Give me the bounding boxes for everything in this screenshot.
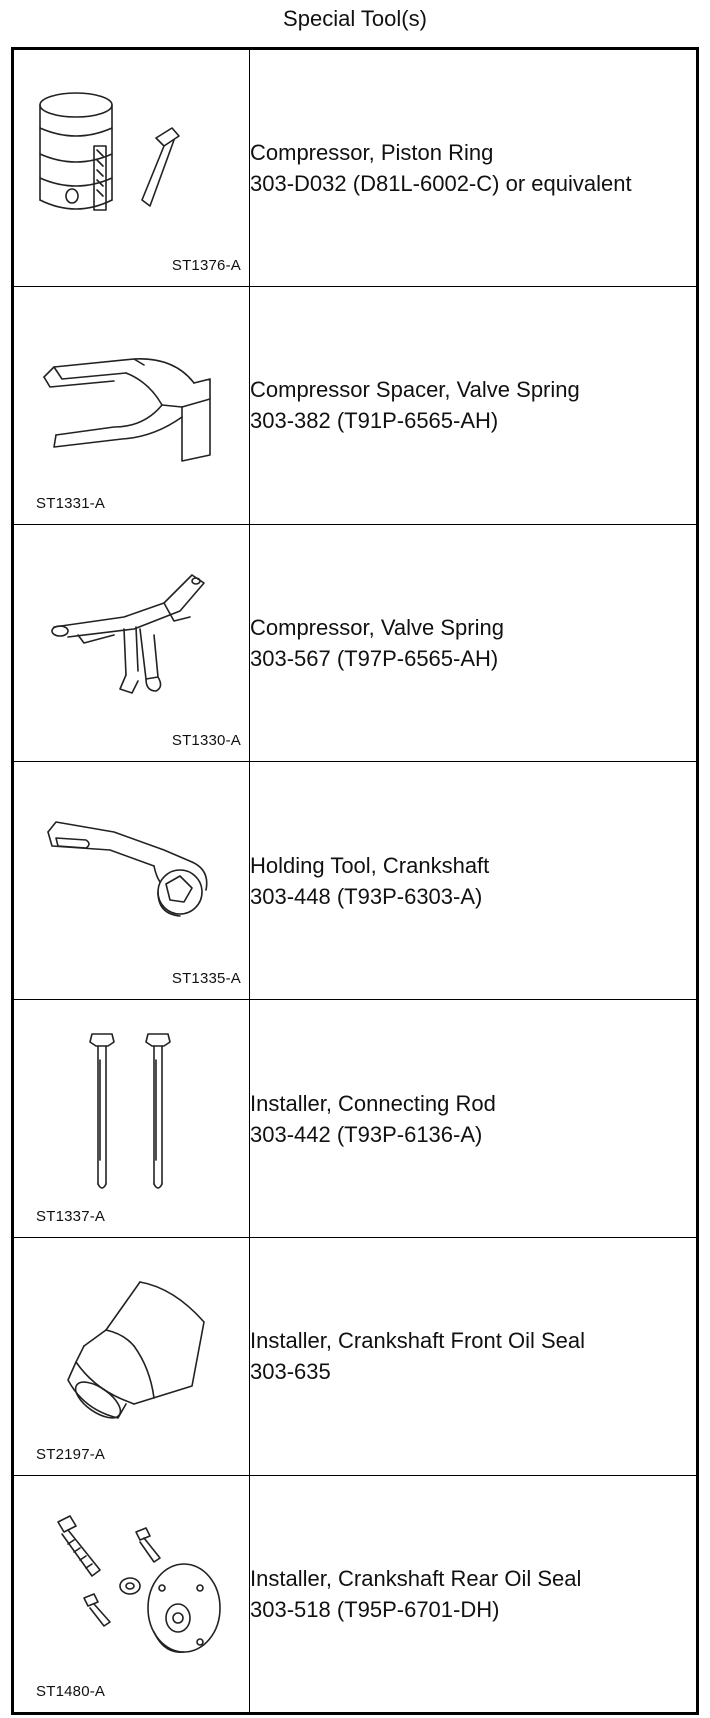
tool-description [250, 762, 698, 1000]
tool-illustration-cell [13, 286, 250, 524]
tool-code: ST1376-A [171, 256, 241, 274]
tool-code: ST1331-A [36, 494, 106, 512]
connecting-rod-installer-icon [14, 1000, 249, 1237]
tool-name: Installer, Crankshaft Rear Oil Seal [250, 1565, 582, 1591]
crankshaft-holding-tool-icon [14, 762, 249, 999]
tool-number: 303-635 [250, 1359, 331, 1385]
tool-code: ST1337-A [36, 1207, 106, 1225]
tool-description [250, 1000, 698, 1238]
table-row [13, 1475, 698, 1713]
tool-number: 303-518 (T95P-6701-DH) [250, 1596, 500, 1622]
rear-oil-seal-installer-icon [14, 1476, 249, 1713]
tool-code: ST1330-A [171, 732, 241, 750]
page-title: Special Tool(s) [283, 6, 427, 31]
piston-ring-compressor-icon [14, 50, 249, 287]
tool-code: ST1335-A [171, 970, 241, 988]
tool-name: Compressor Spacer, Valve Spring [250, 377, 580, 403]
tool-number: 303-382 (T91P-6565-AH) [250, 408, 499, 434]
tool-description [250, 49, 698, 287]
table-row [13, 49, 698, 287]
valve-spring-spacer-icon [14, 287, 249, 524]
tool-name: Installer, Crankshaft Front Oil Seal [250, 1328, 586, 1354]
tool-illustration-cell [13, 1237, 250, 1475]
tool-illustration-cell [13, 1475, 250, 1713]
table-row [13, 286, 698, 524]
tool-number: 303-442 (T93P-6136-A) [250, 1121, 483, 1147]
table-row [13, 1000, 698, 1238]
tool-description [250, 524, 698, 762]
tool-name: Holding Tool, Crankshaft [250, 852, 490, 878]
tool-illustration-cell [13, 1000, 250, 1238]
table-row [13, 1237, 698, 1475]
front-oil-seal-installer-icon [14, 1238, 249, 1475]
table-row [13, 762, 698, 1000]
tool-illustration-cell [13, 762, 250, 1000]
tool-name: Compressor, Valve Spring [250, 614, 504, 640]
special-tools-table [11, 47, 699, 1715]
tool-number: 303-567 (T97P-6565-AH) [250, 645, 499, 671]
tool-number: 303-448 (T93P-6303-A) [250, 883, 483, 909]
valve-spring-compressor-icon [14, 525, 249, 762]
tool-number: 303-D032 (D81L-6002-C) or equivalent [250, 170, 632, 196]
tool-illustration-cell [13, 49, 250, 287]
tool-illustration-cell [13, 524, 250, 762]
tool-description [250, 286, 698, 524]
tool-name: Installer, Connecting Rod [250, 1090, 496, 1116]
tool-code: ST2197-A [36, 1445, 106, 1463]
tool-description [250, 1475, 698, 1713]
table-row [13, 524, 698, 762]
tool-name: Compressor, Piston Ring [250, 139, 494, 165]
tool-code: ST1480-A [36, 1682, 106, 1700]
tool-description [250, 1237, 698, 1475]
